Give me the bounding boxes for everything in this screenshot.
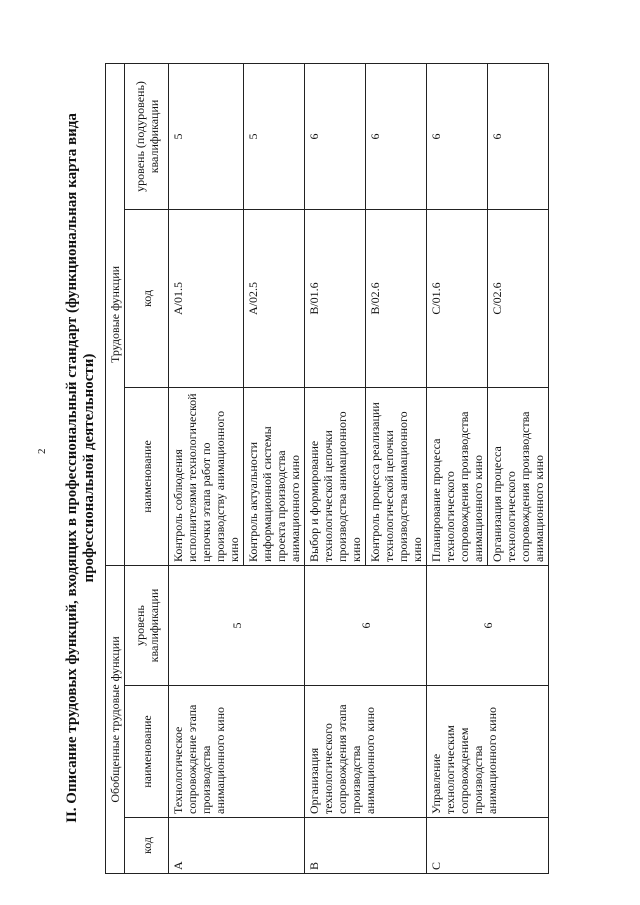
function-name: Контроль соблюдения исполнителями технологической цепочки этапа работ по производству анимационного кино <box>169 387 244 565</box>
title-line-2: профессиональной деятельности) <box>81 353 97 583</box>
generalized-code: B <box>305 818 427 874</box>
generalized-name: Организация технологического сопровождения этапа производства анимационного кино <box>305 686 427 818</box>
generalized-code: C <box>427 818 549 874</box>
function-level: 5 <box>169 63 244 209</box>
function-code: A/01.5 <box>169 209 244 387</box>
generalized-name: Технологическое сопровождение этапа производства анимационного кино <box>169 686 305 818</box>
function-code: C/01.6 <box>427 209 488 387</box>
header-row-2 <box>125 63 169 873</box>
table-row <box>169 63 244 873</box>
function-level: 6 <box>427 63 488 209</box>
generalized-code: A <box>169 818 305 874</box>
header-generalized: Обобщенные трудовые функции <box>106 565 125 873</box>
function-code: C/02.6 <box>488 209 549 387</box>
header-name: наименование <box>125 686 169 818</box>
page-number: 2 <box>36 448 48 454</box>
header-labor-functions: Трудовые функции <box>106 63 125 565</box>
function-level: 6 <box>488 63 549 209</box>
function-name: Организация процесса технологического сопровождения производства анимационного кино <box>488 387 549 565</box>
table-row <box>305 63 366 873</box>
table-row <box>427 63 488 873</box>
header-function-code: код <box>125 209 169 387</box>
function-name: Планирование процесса технологического сопровождения производства анимационного кино <box>427 387 488 565</box>
header-row-1 <box>106 63 125 873</box>
functional-map-table <box>105 63 549 874</box>
function-level: 5 <box>244 63 305 209</box>
function-name: Контроль процесса реализации технологической цепочки производства анимационного кино <box>366 387 427 565</box>
generalized-level: 6 <box>305 565 427 685</box>
generalized-level: 5 <box>169 565 305 685</box>
header-qualification-level: уровень квалификации <box>125 565 169 685</box>
function-code: B/02.6 <box>366 209 427 387</box>
title-line-1: II. Описание трудовых функций, входящих в профессиональный стандарт (функциональная карта вида <box>64 113 80 823</box>
header-function-name: наименование <box>125 387 169 565</box>
function-name: Контроль актуальности информационной системы проекта производства анимационного кино <box>244 387 305 565</box>
section-title <box>64 58 98 878</box>
function-level: 6 <box>366 63 427 209</box>
generalized-name: Управление технологическим сопровождением производства анимационного кино <box>427 686 549 818</box>
rotated-page-content <box>44 58 624 878</box>
function-code: A/02.5 <box>244 209 305 387</box>
function-code: B/01.6 <box>305 209 366 387</box>
header-function-level: уровень (подуровень) квалификации <box>125 63 169 209</box>
generalized-level: 6 <box>427 565 549 685</box>
header-code: код <box>125 818 169 874</box>
function-name: Выбор и формирование технологической цепочки производства анимационного кино <box>305 387 366 565</box>
function-level: 6 <box>305 63 366 209</box>
